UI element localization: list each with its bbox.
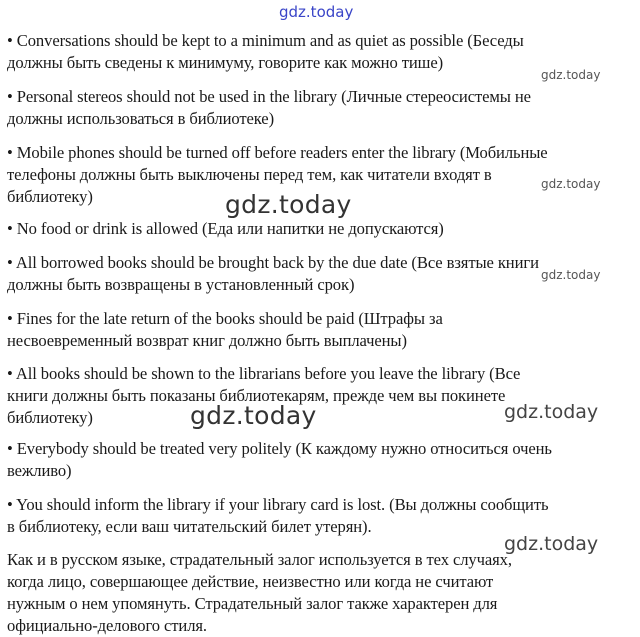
rule-line: несвоевременный возврат книг должно быть выплачены)	[7, 331, 407, 350]
rule-line: • All borrowed books should be brought back by the due date (Все взятые книги	[7, 253, 539, 272]
rule-line: телефоны должны быть выключены перед тем, как читатели входят в	[7, 165, 492, 184]
rule-item-4	[7, 218, 633, 240]
rule-line: • Personal stereos should not be used in the library (Личные стереосистемы не	[7, 87, 531, 106]
rule-line: • You should inform the library if your library card is lost. (Вы должны сообщить	[7, 495, 549, 514]
rule-line: должны быть возвращены в установленный срок)	[7, 275, 355, 294]
rule-item-2	[7, 86, 633, 130]
rule-line: вежливо)	[7, 461, 72, 480]
paragraph-line: официально-делового стиля.	[7, 616, 207, 635]
watermark-small: gdz.today	[541, 268, 601, 282]
rule-item-9	[7, 494, 633, 538]
rule-item-8	[7, 438, 633, 482]
paragraph-line: нужным о нем упомянуть. Страдательный залог также характерен для	[7, 594, 498, 613]
watermark-small: gdz.today	[541, 177, 601, 191]
watermark-mid: gdz.today	[504, 533, 599, 555]
rule-line: • Fines for the late return of the books should be paid (Штрафы за	[7, 309, 443, 328]
rule-line: библиотеку)	[7, 408, 93, 427]
rule-line: должны быть сведены к минимуму, говорите как можно тише)	[7, 53, 444, 72]
rule-line: должны использоваться в библиотеке)	[7, 109, 274, 128]
rule-line: • Everybody should be treated very politely (К каждому нужно относиться очень	[7, 439, 552, 458]
paragraph-line: когда лицо, совершающее действие, неизвестно или когда не считают	[7, 572, 494, 591]
rule-item-5	[7, 252, 633, 296]
rule-line: • Conversations should be kept to a minimum and as quiet as possible (Беседы	[7, 31, 524, 50]
paragraph-line: Как и в русском языке, страдательный залог используется в тех случаях,	[7, 550, 512, 569]
watermark-mid: gdz.today	[504, 401, 599, 423]
rule-line: книги должны быть показаны библиотекарям, прежде чем вы покинете	[7, 386, 506, 405]
watermark-large: gdz.today	[225, 190, 352, 219]
rule-line: в библиотеку, если ваш читательский билет утерян).	[7, 517, 372, 536]
rule-line: библиотеку)	[7, 187, 93, 206]
watermark-top: gdz.today	[279, 3, 354, 21]
watermark-large: gdz.today	[190, 401, 317, 430]
rule-line: • All books should be shown to the librarians before you leave the library (Все	[7, 364, 521, 383]
explanation-paragraph	[7, 549, 633, 637]
rule-item-6	[7, 308, 633, 352]
rule-line: • No food or drink is allowed (Еда или напитки не допускаются)	[7, 219, 444, 238]
rule-item-1	[7, 30, 633, 74]
rule-line: • Mobile phones should be turned off before readers enter the library (Мобильные	[7, 143, 548, 162]
watermark-small: gdz.today	[541, 68, 601, 82]
